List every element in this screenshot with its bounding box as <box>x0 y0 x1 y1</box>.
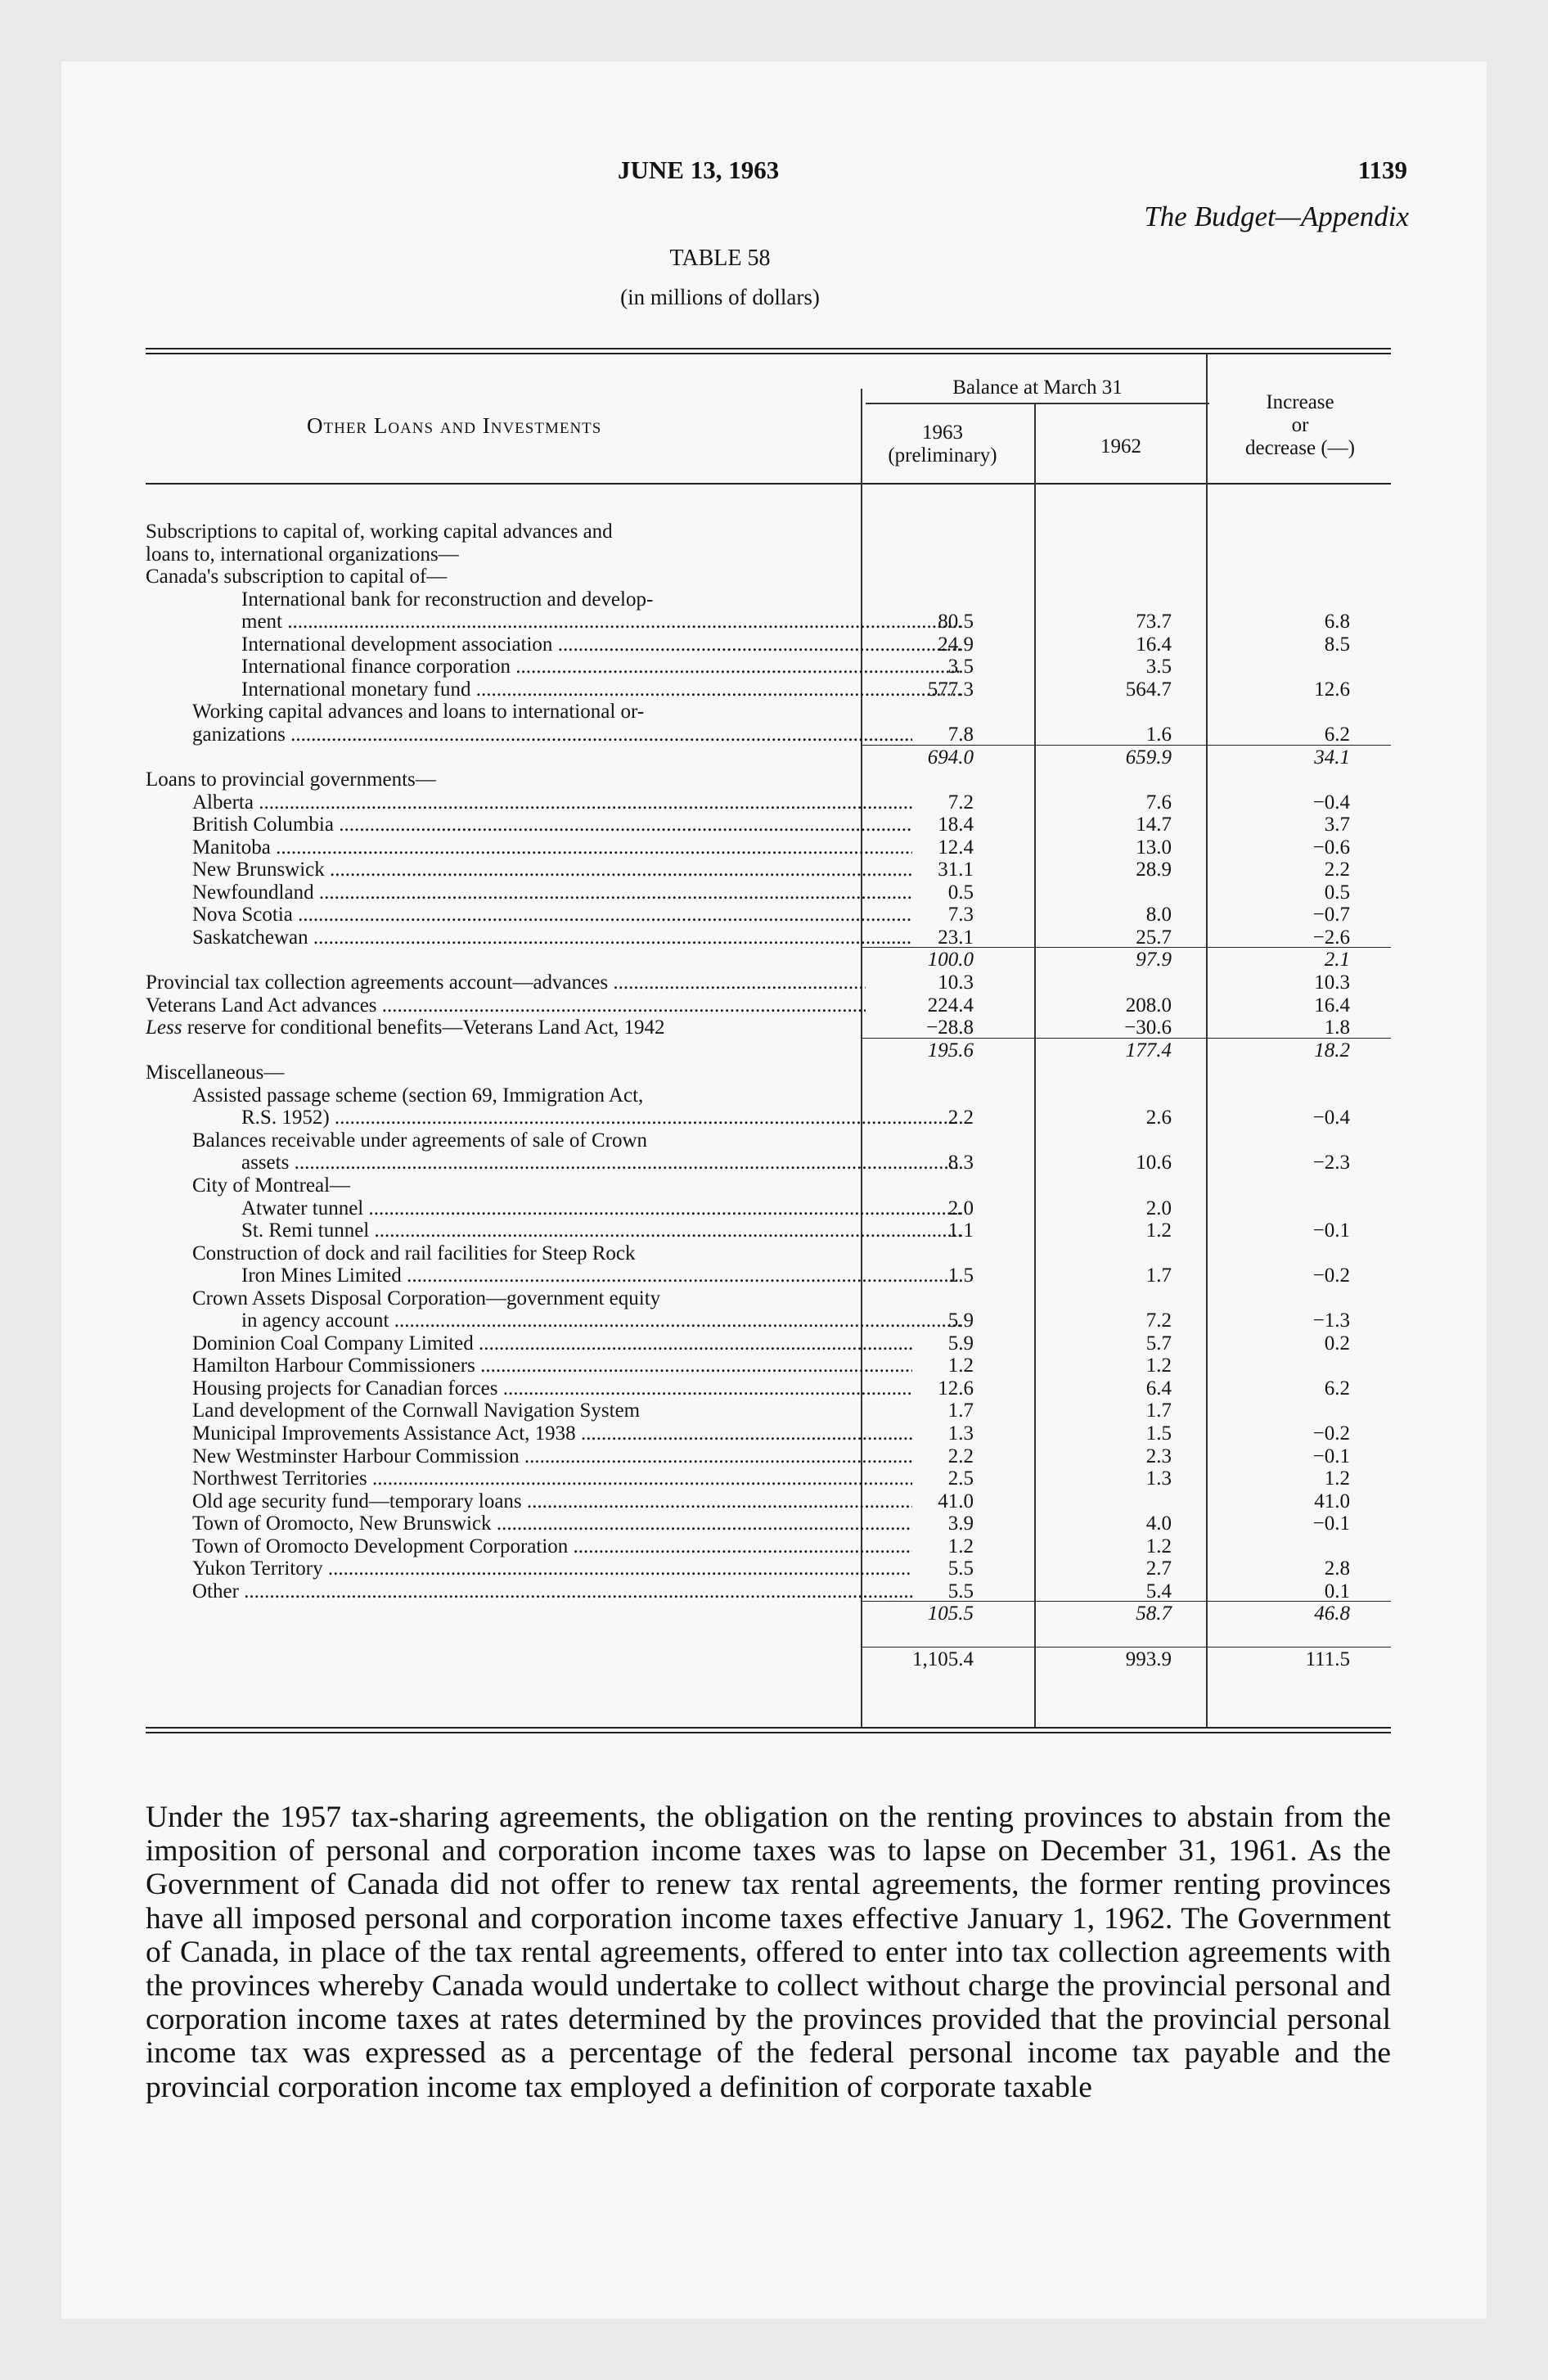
row-label <box>146 566 866 588</box>
row-label-text: Other <box>192 1580 239 1602</box>
subtotal-rule <box>1206 745 1391 746</box>
table-row <box>146 1377 1391 1400</box>
table-row <box>146 656 1391 678</box>
row-label-text: R.S. 1952) <box>241 1107 330 1129</box>
row-label <box>146 769 866 791</box>
table-bottom-rule <box>146 1727 1391 1729</box>
value-change: 12.6 <box>1314 678 1350 701</box>
subtotal-rule <box>1034 745 1206 746</box>
row-label <box>192 1174 912 1197</box>
row-label <box>241 1107 961 1129</box>
value-1962: 16.4 <box>1136 633 1172 656</box>
subtotal-rule <box>861 947 1034 948</box>
row-label-text: Saskatchewan <box>192 926 308 949</box>
col-change-line3: decrease (—) <box>1245 437 1355 459</box>
row-label-text: Balances receivable under agreements of sale of Crown <box>192 1129 648 1152</box>
col-change-line2: or <box>1291 414 1309 436</box>
row-label <box>192 881 912 904</box>
table-row <box>146 836 1391 859</box>
value-1963: 80.5 <box>938 611 974 633</box>
subtotal-rule <box>1206 1038 1391 1039</box>
table-bottom-rule-second <box>146 1732 1391 1733</box>
row-label-text: Municipal Improvements Assistance Act, 1938 <box>192 1422 576 1445</box>
subtotal-rule <box>861 1038 1034 1039</box>
row-label <box>192 701 912 723</box>
value-1963: 100.0 <box>927 949 974 971</box>
value-change: 41.0 <box>1314 1490 1350 1512</box>
subtotal-rule <box>861 1647 1034 1648</box>
row-label <box>192 814 912 836</box>
row-label-text: Yukon Territory <box>192 1557 323 1580</box>
row-label-text: International development association <box>241 633 553 656</box>
subtotal-rule <box>1034 1601 1206 1602</box>
value-change: −0.2 <box>1312 1264 1350 1287</box>
row-label <box>241 1197 961 1220</box>
value-1963: 10.3 <box>938 971 974 994</box>
row-label-text: International finance corporation <box>241 656 511 678</box>
table-row <box>146 1490 1391 1513</box>
value-1962: 73.7 <box>1136 611 1172 633</box>
value-1963: 1.5 <box>947 1264 974 1287</box>
value-change: 2.8 <box>1324 1557 1350 1580</box>
value-1962: 993.9 <box>1125 1648 1172 1670</box>
table-row <box>146 949 1391 971</box>
row-label-text: International bank for reconstruction and develop- <box>241 588 654 611</box>
value-change: −0.1 <box>1312 1219 1350 1242</box>
row-label <box>146 1062 866 1084</box>
value-change: 2.2 <box>1324 859 1350 881</box>
row-label-text: Nova Scotia <box>192 904 293 926</box>
value-1962: 6.4 <box>1145 1377 1172 1400</box>
value-1962: 14.7 <box>1136 814 1172 836</box>
col-1962-heading: 1962 <box>1100 435 1141 458</box>
value-1963: 1.7 <box>947 1400 974 1422</box>
table-row <box>146 1129 1391 1152</box>
table-row <box>146 611 1391 633</box>
table-row <box>146 926 1391 949</box>
table-row <box>146 1400 1391 1422</box>
table-row <box>146 1084 1391 1107</box>
value-1963: 3.5 <box>947 656 974 678</box>
row-label <box>146 994 866 1017</box>
value-1962: −30.6 <box>1124 1016 1172 1039</box>
value-1963: 7.3 <box>947 904 974 926</box>
row-label <box>192 836 912 859</box>
row-label <box>146 1016 866 1039</box>
col-1963-heading <box>861 421 1024 467</box>
value-1963: 5.9 <box>947 1309 974 1332</box>
value-change: −0.1 <box>1312 1445 1350 1467</box>
row-label <box>192 1557 912 1580</box>
value-1963: 1,105.4 <box>912 1648 974 1670</box>
table-row <box>146 1580 1391 1603</box>
table-row <box>146 791 1391 814</box>
stub-heading: Other Loans and Investments <box>307 413 602 438</box>
table-row <box>146 746 1391 769</box>
value-1962: 1.2 <box>1145 1355 1172 1377</box>
table-row <box>146 1467 1391 1490</box>
value-1963: 1.2 <box>947 1535 974 1557</box>
row-label-text: British Columbia <box>192 814 334 836</box>
value-1963: 5.5 <box>947 1557 974 1580</box>
value-1962: 25.7 <box>1136 926 1172 949</box>
table-row <box>146 723 1391 746</box>
row-label <box>241 588 961 611</box>
value-1962: 177.4 <box>1125 1039 1172 1062</box>
value-1963: 7.2 <box>947 791 974 814</box>
table-title: TABLE 58 <box>669 246 771 271</box>
value-change: 0.5 <box>1324 881 1350 904</box>
subtotal-rule <box>861 1601 1034 1602</box>
row-label <box>241 611 961 633</box>
value-1963: 41.0 <box>938 1490 974 1512</box>
table-row <box>146 1422 1391 1445</box>
row-label-text: Hamilton Harbour Commissioners <box>192 1355 475 1377</box>
row-label-text: loans to, international organizations— <box>146 543 459 566</box>
row-label-text: ment <box>241 611 282 633</box>
value-1962: 10.6 <box>1136 1152 1172 1174</box>
row-label <box>192 904 912 926</box>
value-1963: 24.9 <box>938 633 974 656</box>
subtotal-rule <box>1206 1647 1391 1648</box>
row-label <box>146 543 866 566</box>
table-row <box>146 1648 1391 1671</box>
table-row <box>146 1174 1391 1197</box>
value-1963: 195.6 <box>927 1039 974 1062</box>
table-row <box>146 1535 1391 1558</box>
row-label <box>192 1422 912 1445</box>
value-1963: 5.9 <box>947 1332 974 1355</box>
row-label-text: Alberta <box>192 791 254 814</box>
value-change: −0.2 <box>1312 1422 1350 1445</box>
table-row <box>146 1039 1391 1062</box>
value-1962: 5.7 <box>1145 1332 1172 1355</box>
table-top-rule-second <box>146 353 1391 354</box>
value-1962: 564.7 <box>1125 678 1172 701</box>
table-row <box>146 1625 1391 1648</box>
row-label-text: Town of Oromocto, New Brunswick <box>192 1512 492 1535</box>
page-date: JUNE 13, 1963 <box>618 156 780 184</box>
value-1963: 1.3 <box>947 1422 974 1445</box>
value-1963: 12.6 <box>938 1377 974 1400</box>
value-change: 6.8 <box>1324 611 1350 633</box>
table-row <box>146 1062 1391 1084</box>
row-label <box>192 1490 912 1513</box>
col-1963-note: (preliminary) <box>888 444 997 467</box>
row-label <box>241 633 961 656</box>
row-label <box>192 791 912 814</box>
value-change: 6.2 <box>1324 1377 1350 1400</box>
subtotal-rule <box>1206 947 1391 948</box>
value-change: −0.6 <box>1312 836 1350 859</box>
value-change: −1.3 <box>1312 1309 1350 1332</box>
row-label-text: Construction of dock and rail facilities for Steep Rock <box>192 1242 636 1264</box>
value-1963: 1.2 <box>947 1355 974 1377</box>
value-1963: 5.5 <box>947 1580 974 1602</box>
value-1962: 58.7 <box>1136 1602 1172 1625</box>
row-label-text: Crown Assets Disposal Corporation—government equity <box>192 1287 661 1309</box>
row-label <box>241 656 961 678</box>
row-label <box>192 1287 912 1310</box>
value-change: −0.4 <box>1312 1107 1350 1129</box>
value-change: −2.6 <box>1312 926 1350 949</box>
value-1963: 2.0 <box>947 1197 974 1219</box>
row-label <box>241 1219 961 1242</box>
value-change: 46.8 <box>1314 1602 1350 1625</box>
row-label-text: New Brunswick <box>192 859 325 881</box>
col-change-heading <box>1209 391 1391 460</box>
table-row <box>146 881 1391 904</box>
row-label <box>192 1242 912 1265</box>
value-1963: 0.5 <box>947 881 974 904</box>
row-label <box>192 1129 912 1152</box>
row-label <box>192 1332 912 1355</box>
row-label-text: Veterans Land Act advances <box>146 994 377 1016</box>
value-1962: 1.2 <box>1145 1219 1172 1242</box>
table-row <box>146 1219 1391 1242</box>
value-1962: 7.2 <box>1145 1309 1172 1332</box>
value-1962: 1.5 <box>1145 1422 1172 1445</box>
value-1962: 13.0 <box>1136 836 1172 859</box>
row-label-text: Miscellaneous— <box>146 1062 285 1084</box>
table-row <box>146 1107 1391 1129</box>
row-label-text: ganizations <box>192 723 286 746</box>
row-label-text: Land development of the Cornwall Navigation System <box>192 1400 641 1422</box>
row-label-text: in agency account <box>241 1309 389 1332</box>
table-row <box>146 1242 1391 1265</box>
body-paragraph: Under the 1957 tax-sharing agreements, the obligation on the renting provinces to abstain from the imposition of personal and corporation income taxes was to lapse on December 31, 1961. As the Government of Canada did not offer to renew tax rental agreements, the former renting provinces have all imposed personal and corporation income taxes effective January 1, 1962. The Government of Canada, in place of the tax rental agreements, offered to enter into tax collection agreements with the provinces whereby Canada would undertake to collect without charge the provincial personal and corporation income taxes at rates determined by the provinces provided that the provincial personal income tax was expressed as a percentage of the federal personal income tax payable and the provincial corporation income tax employed a definition of corporate taxable <box>146 1801 1391 2104</box>
value-1962: 4.0 <box>1145 1512 1172 1535</box>
table-row <box>146 1512 1391 1535</box>
row-label-text: International monetary fund <box>241 678 471 701</box>
row-label-text: assets <box>241 1152 290 1174</box>
row-label <box>241 1264 961 1287</box>
table-row <box>146 859 1391 881</box>
subtotal-rule <box>1034 1647 1206 1648</box>
value-change: −0.7 <box>1312 904 1350 926</box>
table-row <box>146 678 1391 701</box>
col-1963-year: 1963 <box>922 421 963 444</box>
table-row <box>146 1264 1391 1287</box>
table-row <box>146 1287 1391 1310</box>
row-label-text: Atwater tunnel <box>241 1197 364 1219</box>
table-row <box>146 1016 1391 1039</box>
row-label <box>192 723 912 746</box>
value-1962: 1.3 <box>1145 1467 1172 1490</box>
table-row <box>146 1602 1391 1625</box>
row-label-text: Town of Oromocto Development Corporation <box>192 1535 569 1557</box>
table-row <box>146 633 1391 656</box>
value-1963: 2.5 <box>947 1467 974 1490</box>
value-1962: 2.3 <box>1145 1445 1172 1467</box>
row-label-text: Dominion Coal Company Limited <box>192 1332 474 1355</box>
row-label <box>192 1535 912 1558</box>
row-label <box>192 1512 912 1535</box>
row-label <box>241 1152 961 1174</box>
row-label <box>146 971 866 994</box>
row-label <box>192 1580 912 1603</box>
value-1963: 31.1 <box>938 859 974 881</box>
row-label <box>146 521 866 543</box>
row-label-text: Assisted passage scheme (section 69, Immigration Act, <box>192 1084 644 1107</box>
row-label-text: Housing projects for Canadian forces <box>192 1377 498 1400</box>
row-label-text: New Westminster Harbour Commission <box>192 1445 520 1467</box>
value-change: 8.5 <box>1324 633 1350 656</box>
value-change: 10.3 <box>1314 971 1350 994</box>
subtotal-rule <box>1034 947 1206 948</box>
value-change: −2.3 <box>1312 1152 1350 1174</box>
row-label <box>192 1084 912 1107</box>
value-change: −0.4 <box>1312 791 1350 814</box>
row-label-text: Loans to provincial governments— <box>146 769 436 791</box>
group-heading-rule <box>866 403 1209 404</box>
table-row <box>146 1197 1391 1220</box>
value-1963: 2.2 <box>947 1445 974 1467</box>
value-1963: 2.2 <box>947 1107 974 1129</box>
value-change: 111.5 <box>1305 1648 1350 1670</box>
value-change: 0.2 <box>1324 1332 1350 1355</box>
row-label-lead: Less <box>146 1016 182 1039</box>
value-1963: 7.8 <box>947 723 974 746</box>
value-change: 6.2 <box>1324 723 1350 746</box>
row-label-text: Iron Mines Limited <box>241 1264 402 1287</box>
value-1963: 224.4 <box>927 994 974 1016</box>
heading-bottom-rule <box>146 483 1391 485</box>
row-label-text: Old age security fund—temporary loans <box>192 1490 522 1512</box>
value-1962: 1.7 <box>1145 1400 1172 1422</box>
row-label-text: St. Remi tunnel <box>241 1219 370 1242</box>
row-label <box>192 1355 912 1377</box>
value-1963: 18.4 <box>938 814 974 836</box>
row-label-text: Newfoundland <box>192 881 314 904</box>
value-1962: 659.9 <box>1125 746 1172 769</box>
row-label-text: City of Montreal— <box>192 1174 351 1197</box>
row-label-text: Provincial tax collection agreements account—advances <box>146 971 609 994</box>
row-label <box>241 678 961 701</box>
table-row <box>146 1445 1391 1468</box>
value-1962: 1.7 <box>1145 1264 1172 1287</box>
value-1962: 1.6 <box>1145 723 1172 746</box>
table-row <box>146 588 1391 611</box>
row-label-text: Northwest Territories <box>192 1467 367 1490</box>
row-label-text: reserve for conditional benefits—Veterans Land Act, 1942 <box>187 1016 665 1039</box>
value-1962: 97.9 <box>1136 949 1172 971</box>
value-change: 34.1 <box>1314 746 1350 769</box>
value-1962: 2.6 <box>1145 1107 1172 1129</box>
value-change: −0.1 <box>1312 1512 1350 1535</box>
table-row <box>146 521 1391 543</box>
row-label <box>192 926 912 949</box>
table-row <box>146 1152 1391 1174</box>
value-change: 1.8 <box>1324 1016 1350 1039</box>
table-row <box>146 566 1391 588</box>
value-1962: 2.7 <box>1145 1557 1172 1580</box>
value-1963: 23.1 <box>938 926 974 949</box>
value-change: 16.4 <box>1314 994 1350 1016</box>
value-1963: 694.0 <box>927 746 974 769</box>
row-label <box>192 1445 912 1468</box>
table-row <box>146 1355 1391 1377</box>
page-number: 1139 <box>1357 156 1407 184</box>
table-row <box>146 971 1391 994</box>
value-change: 0.1 <box>1324 1580 1350 1602</box>
value-1963: 8.3 <box>947 1152 974 1174</box>
row-label-text: Working capital advances and loans to international or- <box>192 701 645 723</box>
subtotal-rule <box>1034 1038 1206 1039</box>
table-units: (in millions of dollars) <box>620 285 820 309</box>
value-1962: 7.6 <box>1145 791 1172 814</box>
row-label <box>192 1467 912 1490</box>
value-1963: 105.5 <box>927 1602 974 1625</box>
table-row <box>146 1332 1391 1355</box>
row-label <box>192 1377 912 1400</box>
value-1962: 208.0 <box>1125 994 1172 1016</box>
table-row <box>146 994 1391 1017</box>
running-head: The Budget—Appendix <box>1144 201 1409 232</box>
table-top-rule <box>146 348 1391 349</box>
value-change: 18.2 <box>1314 1039 1350 1062</box>
value-1962: 3.5 <box>1145 656 1172 678</box>
subtotal-rule <box>861 745 1034 746</box>
row-label-text: Manitoba <box>192 836 271 859</box>
value-change: 1.2 <box>1324 1467 1350 1490</box>
row-label <box>241 1309 961 1332</box>
table-row <box>146 1309 1391 1332</box>
balance-group-heading: Balance at March 31 <box>952 376 1123 399</box>
value-1962: 1.2 <box>1145 1535 1172 1557</box>
table-row <box>146 1557 1391 1580</box>
value-1962: 2.0 <box>1145 1197 1172 1219</box>
table-row <box>146 701 1391 723</box>
value-1963: 577.3 <box>927 678 974 701</box>
table-row <box>146 769 1391 791</box>
value-change: 3.7 <box>1324 814 1350 836</box>
subtotal-rule <box>1206 1601 1391 1602</box>
row-label-text: Canada's subscription to capital of— <box>146 566 448 588</box>
row-label-text: Subscriptions to capital of, working capital advances and <box>146 521 613 543</box>
table-row <box>146 814 1391 836</box>
value-1962: 28.9 <box>1136 859 1172 881</box>
value-1963: 1.1 <box>947 1219 974 1242</box>
value-1963: −28.8 <box>926 1016 974 1039</box>
value-change: 2.1 <box>1324 949 1350 971</box>
table-row <box>146 543 1391 566</box>
value-1963: 12.4 <box>938 836 974 859</box>
row-label <box>192 1400 912 1422</box>
value-1962: 8.0 <box>1145 904 1172 926</box>
col-change-line1: Increase <box>1266 391 1334 413</box>
table-row <box>146 904 1391 926</box>
row-label <box>192 859 912 881</box>
value-1963: 3.9 <box>947 1512 974 1535</box>
value-1962: 5.4 <box>1145 1580 1172 1602</box>
